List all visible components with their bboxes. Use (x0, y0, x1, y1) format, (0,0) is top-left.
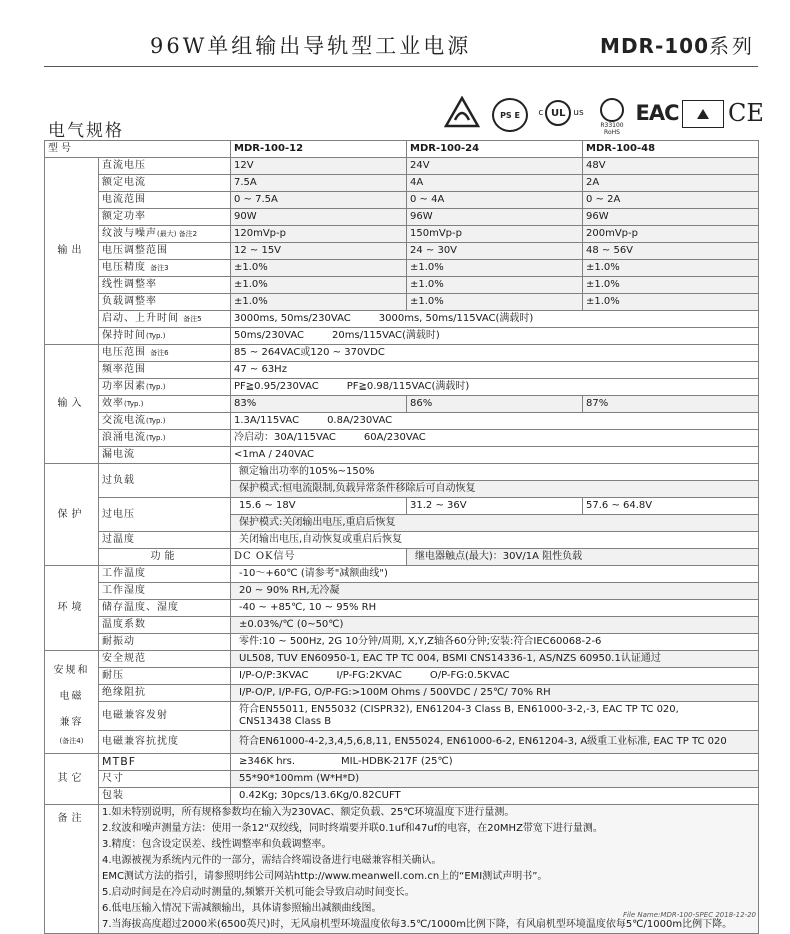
label-note: (Typ.) (124, 400, 144, 408)
label-note: (最大) 备注2 (157, 230, 198, 238)
label-text: 效率 (102, 398, 124, 409)
label-text: 启动、上升时间 (102, 313, 179, 324)
dc-ok-cell: 继电器触点(最大)：30V/1A 阻性负载 (407, 549, 759, 566)
label-text: 直流电压 (102, 160, 146, 171)
label-voltage-adj: 电压调整范围 (99, 243, 231, 260)
group-safety-1: 安规和 (53, 665, 90, 676)
label-hold (99, 328, 231, 345)
cell: 24 ~ 30V (407, 243, 583, 260)
overload-2: 保护模式:恒电流限制,负载异常条件移除后可自动恢复 (231, 481, 759, 498)
env-row-2 (45, 600, 759, 617)
ac-a: 1.3A/115VAC (234, 415, 300, 426)
note-line: 3.精度：包含设定误差、线性调整率和负载调整率。 (102, 839, 332, 850)
withstand-cell (231, 668, 759, 685)
label-text: 保持时间 (102, 330, 146, 341)
packing-cell: 0.42Kg; 30pcs/13.6Kg/0.82CUFT (231, 788, 759, 805)
label-vrange (99, 345, 231, 362)
ems-cell: 符合EN61000-4-2,3,4,5,6,8,11, EN55024, EN61000-6-2, EN61204-3, A级重工业标准, EAC TP TC 020 (231, 731, 759, 754)
output-row-load-reg (45, 294, 759, 311)
output-row-line-reg (45, 277, 759, 294)
prot-row-overload-1 (45, 464, 759, 481)
group-environment: 环境 (45, 566, 99, 651)
file-footer: File Name:MDR-100-SPEC 2018-12-20 (622, 911, 756, 919)
cell: 0 ~ 4A (407, 192, 583, 209)
cell: 96W (583, 209, 759, 226)
page-title: 96W单组输出导轨型工业电源 (150, 34, 472, 58)
cell: 0 ~ 2A (583, 192, 759, 209)
label-note: (Typ.) (146, 383, 166, 391)
rcm-triangle-icon (444, 96, 480, 128)
bsmi-rohs: RoHS (604, 129, 620, 136)
cell: ±1.0% (583, 277, 759, 294)
label-text: 纹波与噪声 (102, 228, 157, 239)
mtbf-b: MIL-HDBK-217F (25℃) (341, 756, 453, 767)
env-cell: -40 ~ +85℃, 10 ~ 95% RH (231, 600, 759, 617)
group-safety-2: 电磁 (59, 691, 84, 702)
bsmi-code: R33100 (600, 122, 624, 129)
label-text: 交流电流 (102, 415, 146, 426)
label-note: (Typ.) (146, 332, 166, 340)
safety-row-wv (45, 668, 759, 685)
note-line: 7.当海拔高度超过2000米(6500英尺)时，无风扇机型环境温度依每3.5℃/1000m比例下降，有风扇机型环境温度依每5℃/1000m比例下降。 (102, 919, 733, 930)
label-leak: 漏电流 (99, 447, 231, 464)
output-row-current-range (45, 192, 759, 209)
safety-row-ems (45, 731, 759, 754)
series-model: MDR-100 (600, 34, 709, 58)
label-voltage-tol (99, 260, 231, 277)
wv-c: O/P-FG:0.5KVAC (429, 670, 510, 681)
output-row-voltage (45, 158, 759, 175)
rcm-box-triangle (697, 109, 709, 119)
cell: 0 ~ 7.5A (231, 192, 407, 209)
label-env: 耐振动 (99, 634, 231, 651)
label-env: 工作湿度 (99, 583, 231, 600)
safety-row-emc (45, 702, 759, 731)
input-row-freq (45, 362, 759, 379)
label-packing: 包装 (99, 788, 231, 805)
label-ov: 过电压 (99, 498, 231, 532)
note-line: 6.低电压输入情况下需减额输出，具体请参照输出减额曲线图。 (102, 903, 382, 914)
ce-mark-icon: CE (728, 99, 764, 127)
env-cell: 20 ~ 90% RH,无冷凝 (231, 583, 759, 600)
note-line: 4.电源被视为系统内元件的一部分，需结合终端设备进行电磁兼容相关确认。 (102, 855, 442, 866)
setup-a: 3000ms, 50ms/230VAC (234, 313, 351, 324)
hold-b: 20ms/115VAC(满载时) (331, 330, 440, 341)
label-mtbf: MTBF (99, 754, 231, 771)
env-cell: ±0.03%/℃ (0~50℃) (231, 617, 759, 634)
output-row-rated-power (45, 209, 759, 226)
input-row-vrange (45, 345, 759, 362)
cell: 24V (407, 158, 583, 175)
cell: 86% (407, 396, 583, 413)
label-eff (99, 396, 231, 413)
env-row-3 (45, 617, 759, 634)
env-cell: -10～+60℃ (请参考"减额曲线") (231, 566, 759, 583)
label-withstand: 耐压 (99, 668, 231, 685)
label-isolation: 绝缘阻抗 (99, 685, 231, 702)
emc-2: CNS13438 Class B (239, 716, 332, 727)
cell: 15.6 ~ 18V (231, 498, 407, 515)
pf-b: PF≧0.98/115VAC(满载时) (346, 381, 470, 392)
pf-a: PF≧0.95/230VAC (234, 381, 319, 392)
section-title: 电气规格 (48, 121, 124, 141)
label-dc-ok: DC OK信号 (231, 549, 407, 566)
wv-b: I/P-FG:2KVAC (336, 670, 402, 681)
setup-b: 3000ms, 50ms/115VAC(满载时) (378, 313, 534, 324)
freq-cell: 47 ~ 63Hz (231, 362, 759, 379)
other-row-pack (45, 788, 759, 805)
mtbf-a: ≥346K hrs. (239, 756, 296, 767)
overload-1: 额定输出功率的105%~150% (231, 464, 759, 481)
pse-mark-icon: PS E (492, 98, 528, 132)
vrange-cell: 85 ~ 264VAC或120 ~ 370VDC (231, 345, 759, 362)
spec-table (44, 140, 759, 934)
label-text: 电压范围 (102, 347, 146, 358)
cell: 12 ~ 15V (231, 243, 407, 260)
leak-cell: <1mA / 240VAC (231, 447, 759, 464)
label-dc-voltage (99, 158, 231, 175)
hold-cell (231, 328, 759, 345)
output-row-rated-current (45, 175, 759, 192)
ul-mark-icon (534, 100, 588, 126)
label-setup (99, 311, 231, 328)
inrush-cell (231, 430, 759, 447)
group-safety (45, 651, 99, 754)
function-row (45, 549, 759, 566)
env-cell: 零件:10 ~ 500Hz, 2G 10分钟/周期, X,Y,Z轴各60分钟;安装:符合IEC60068-2-6 (231, 634, 759, 651)
cell: 83% (231, 396, 407, 413)
model-48: MDR-100-48 (583, 141, 759, 158)
label-inrush (99, 430, 231, 447)
label-overload: 过负载 (99, 464, 231, 498)
group-safety-3: 兼容 (59, 717, 84, 728)
note-line: 5.启动时间是在冷启动时测量的,频繁开关机可能会导致启动时间变长。 (102, 887, 415, 898)
inrush-b: 60A/230VAC (363, 432, 426, 443)
input-row-ac (45, 413, 759, 430)
header-divider (44, 66, 758, 67)
label-note: 备注6 (150, 349, 169, 357)
cell: 57.6 ~ 64.8V (583, 498, 759, 515)
note-line: 1.如未特别说明，所有规格参数均在输入为230VAC、额定负载、25℃环境温度下进行量测。 (102, 807, 515, 818)
dimension-cell: 55*90*100mm (W*H*D) (231, 771, 759, 788)
ac-b: 0.8A/230VAC (327, 415, 393, 426)
page-header (40, 30, 755, 60)
ov-mode: 保护模式:关闭输出电压,重启后恢复 (231, 515, 759, 532)
label-pf (99, 379, 231, 396)
prot-row-ot (45, 532, 759, 549)
model-24: MDR-100-24 (407, 141, 583, 158)
group-notes: 备注 (45, 805, 99, 934)
pf-cell (231, 379, 759, 396)
cell: 200mVp-p (583, 226, 759, 243)
mtbf-cell (231, 754, 759, 771)
label-dimension: 尺寸 (99, 771, 231, 788)
model-12: MDR-100-12 (231, 141, 407, 158)
model-row (45, 141, 759, 158)
output-row-setup (45, 311, 759, 328)
label-text: 浪涌电流 (102, 432, 146, 443)
model-label: 型号 (45, 141, 231, 158)
label-line-reg: 线性调整率 (99, 277, 231, 294)
hold-a: 50ms/230VAC (234, 330, 304, 341)
cell: 4A (407, 175, 583, 192)
emc-1: 符合EN55011, EN55032 (CISPR32), EN61204-3 Class B, EN61000-3-2,-3, EAC TP TC 020, (239, 704, 679, 715)
label-safety-std: 安全规范 (99, 651, 231, 668)
label-note: (Typ.) (146, 417, 166, 425)
ul-c-text: c (538, 108, 544, 118)
inrush-a: 冷启动：30A/115VAC (234, 432, 336, 443)
cell: 7.5A (231, 175, 407, 192)
prot-row-ov (45, 498, 759, 515)
label-ac (99, 413, 231, 430)
group-function: 功能 (99, 549, 231, 566)
cell: 90W (231, 209, 407, 226)
isolation-cell: I/P-O/P, I/P-FG, O/P-FG:>100M Ohms / 500VDC / 25℃/ 70% RH (231, 685, 759, 702)
cell: 48V (583, 158, 759, 175)
label-ot: 过温度 (99, 532, 231, 549)
cell: 120mVp-p (231, 226, 407, 243)
cell: ±1.0% (231, 260, 407, 277)
other-row-dim (45, 771, 759, 788)
certification-marks (444, 96, 764, 136)
group-output: 输出 (45, 158, 99, 345)
group-others: 其它 (45, 754, 99, 805)
cell: ±1.0% (231, 294, 407, 311)
wv-a: I/P-O/P:3KVAC (239, 670, 309, 681)
ul-us-text: us (573, 108, 584, 118)
group-input: 输入 (45, 345, 99, 464)
output-row-hold (45, 328, 759, 345)
cell: 2A (583, 175, 759, 192)
bsmi-circle (600, 98, 624, 122)
cell: ±1.0% (407, 277, 583, 294)
cell: ±1.0% (407, 260, 583, 277)
label-env: 储存温度、湿度 (99, 600, 231, 617)
output-row-voltage-adj (45, 243, 759, 260)
input-row-inrush (45, 430, 759, 447)
cell: ±1.0% (231, 277, 407, 294)
ot-cell: 关闭输出电压,自动恢复或重启后恢复 (231, 532, 759, 549)
output-row-ripple (45, 226, 759, 243)
emc-cell (231, 702, 759, 731)
safety-std-cell: UL508, TUV EN60950-1, EAC TP TC 004, BSMI CNS14336-1, AS/NZS 60950.1认证通过 (231, 651, 759, 668)
label-emc: 电磁兼容发射 (99, 702, 231, 731)
note-line: EMC测试方法的指引，请参照明纬公司网站http://www.meanwell.com.cn上的“EMI测试声明书”。 (102, 871, 548, 882)
rcm-box-icon (682, 100, 724, 128)
cell: 31.2 ~ 36V (407, 498, 583, 515)
note-line: 2.纹波和噪声测量方法：使用一条12"双绞线，同时终端要并联0.1uf和47uf的电容，在20MHZ带宽下进行量测。 (102, 823, 603, 834)
eac-mark-icon: EAC (635, 101, 679, 125)
series-title (600, 30, 755, 59)
label-env: 温度系数 (99, 617, 231, 634)
label-text: 电压精度 (102, 262, 146, 273)
label-current-range: 电流范围 (99, 192, 231, 209)
ul-circle: UL (545, 100, 571, 126)
label-freq: 频率范围 (99, 362, 231, 379)
label-note: 备注5 (183, 315, 202, 323)
group-protection: 保护 (45, 464, 99, 566)
cell: 150mVp-p (407, 226, 583, 243)
setup-cell (231, 311, 759, 328)
label-note: 备注3 (150, 264, 169, 272)
other-row-mtbf (45, 754, 759, 771)
label-rated-power: 额定功率 (99, 209, 231, 226)
label-text: 功率因素 (102, 381, 146, 392)
cell: ±1.0% (583, 260, 759, 277)
cell: ±1.0% (407, 294, 583, 311)
cell: 12V (231, 158, 407, 175)
label-env: 工作温度 (99, 566, 231, 583)
group-safety-note: (备注4) (59, 737, 84, 745)
cell: 48 ~ 56V (583, 243, 759, 260)
output-row-voltage-tol (45, 260, 759, 277)
label-ems: 电磁兼容抗扰度 (99, 731, 231, 754)
env-row-4 (45, 634, 759, 651)
safety-row-iso (45, 685, 759, 702)
ac-cell (231, 413, 759, 430)
cell: 96W (407, 209, 583, 226)
bsmi-mark-icon (594, 96, 630, 138)
label-ripple (99, 226, 231, 243)
label-rated-current: 额定电流 (99, 175, 231, 192)
input-row-eff (45, 396, 759, 413)
label-load-reg: 负载调整率 (99, 294, 231, 311)
input-row-pf (45, 379, 759, 396)
env-row-1 (45, 583, 759, 600)
env-row-0 (45, 566, 759, 583)
safety-row-std (45, 651, 759, 668)
label-note: (Typ.) (146, 434, 166, 442)
cell: ±1.0% (583, 294, 759, 311)
series-suffix: 系列 (709, 34, 755, 58)
input-row-leak (45, 447, 759, 464)
cell: 87% (583, 396, 759, 413)
